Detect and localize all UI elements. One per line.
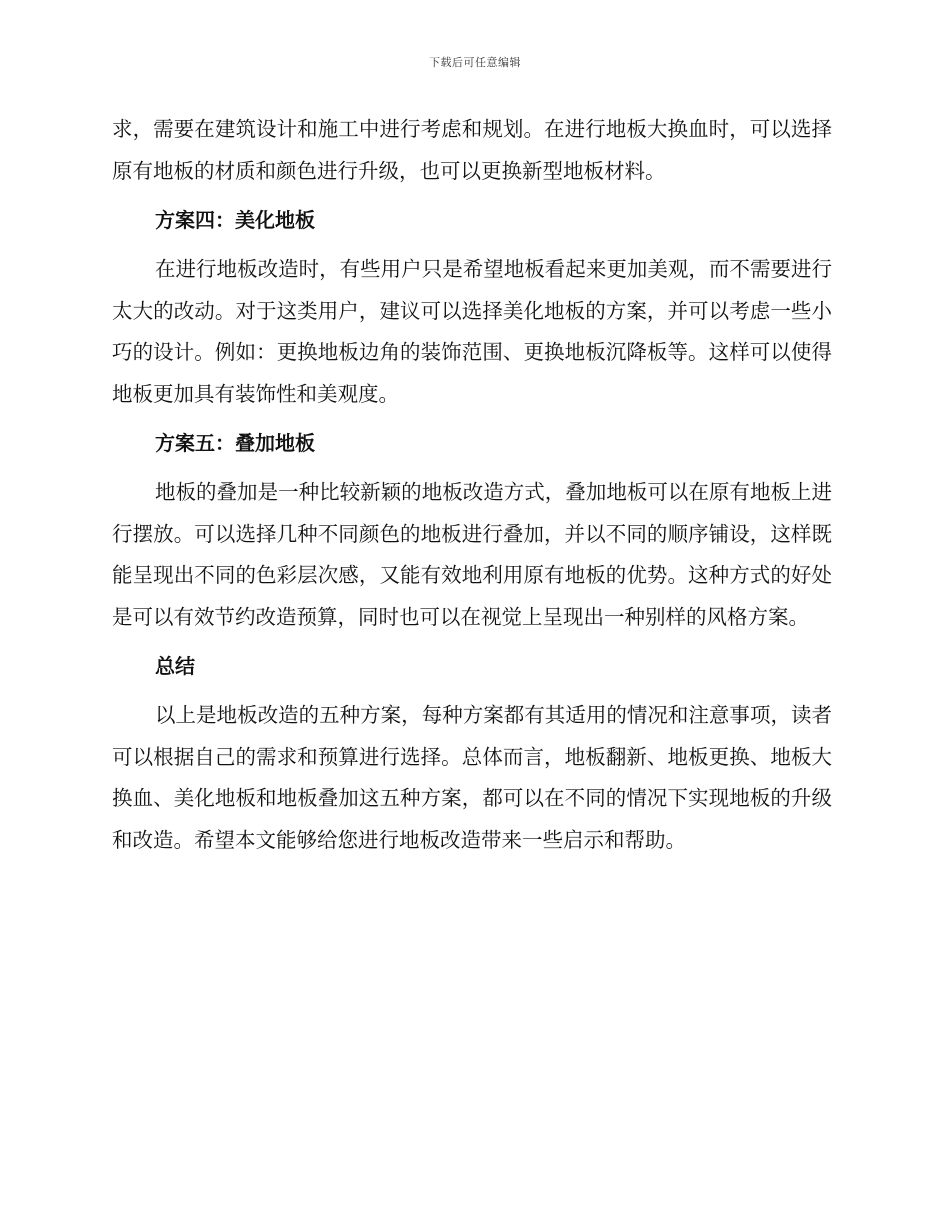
paragraph-summary: 以上是地板改造的五种方案，每种方案都有其适用的情况和注意事项，读者可以根据自己的需求和预算进行选择。总体而言，地板翻新、地板更换、地板大换血、美化地板和地板叠加这五种方案，都可以在不同的情况下实现地板的升级和改造。希望本文能够给您进行地板改造带来一些启示和帮助。 <box>112 703 832 852</box>
document-body <box>112 109 832 861</box>
section-heading-plan-four: 方案四：美化地板 <box>155 208 315 232</box>
section-heading-summary: 总结 <box>155 654 195 678</box>
page-header: 下载后可任意编辑 <box>429 56 521 69</box>
paragraph-plan-four: 在进行地板改造时，有些用户只是希望地板看起来更加美观，而不需要进行太大的改动。对于这类用户，建议可以选择美化地板的方案，并可以考虑一些小巧的设计。例如：更换地板边角的装饰范围、更换地板沉降板等。这样可以使得地板更加具有装饰性和美观度。 <box>112 257 832 406</box>
paragraph-plan-five: 地板的叠加是一种比较新颖的地板改造方式，叠加地板可以在原有地板上进行摆放。可以选择几种不同颜色的地板进行叠加，并以不同的顺序铺设，这样既能呈现出不同的色彩层次感，又能有效地利用原有地板的优势。这种方式的好处是可以有效节约改造预算，同时也可以在视觉上呈现出一种别样的风格方案。 <box>112 480 832 629</box>
section-heading-plan-five: 方案五：叠加地板 <box>155 431 315 455</box>
paragraph-continuation: 求，需要在建筑设计和施工中进行考虑和规划。在进行地板大换血时，可以选择原有地板的材质和颜色进行升级，也可以更换新型地板材料。 <box>112 117 832 183</box>
